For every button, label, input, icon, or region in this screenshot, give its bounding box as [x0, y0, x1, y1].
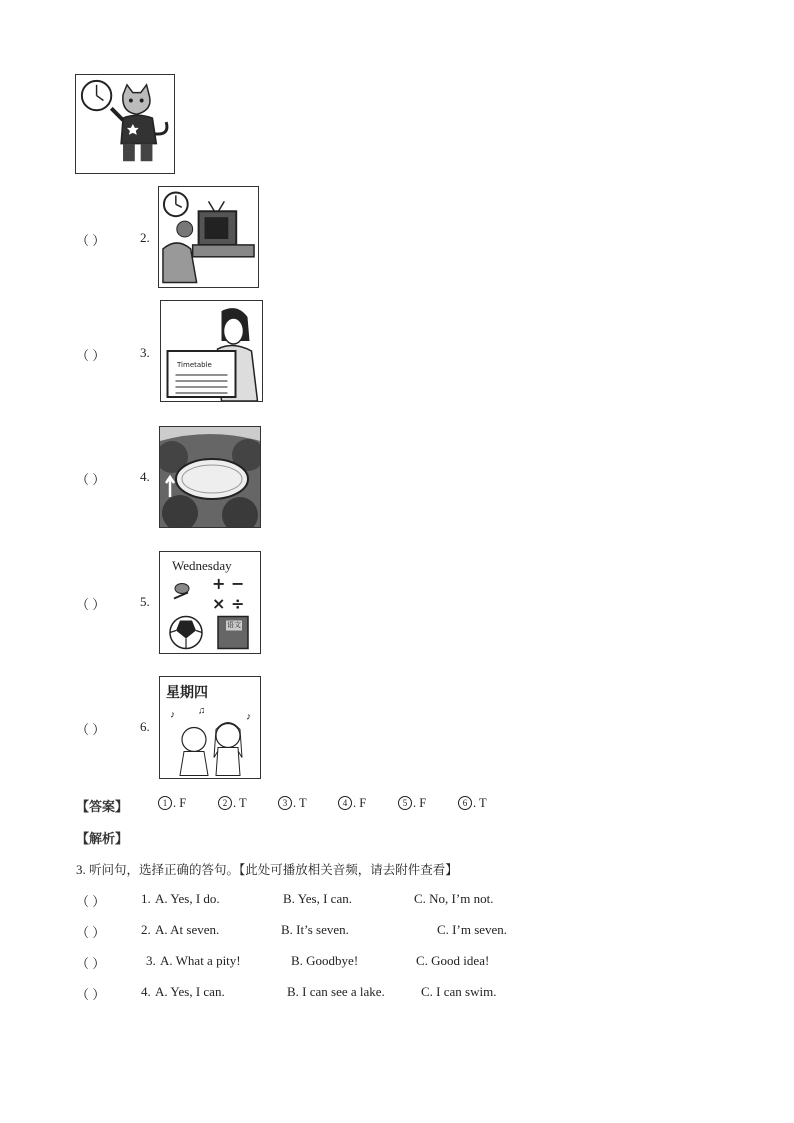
option-c[interactable]: C. I’m seven. — [437, 922, 508, 937]
answer-value: . F — [353, 796, 367, 810]
answer-item — [338, 796, 398, 811]
circle-number: 5 — [398, 796, 412, 810]
answer-item — [458, 796, 518, 811]
circle-number: 2 — [218, 796, 232, 810]
answer-bracket[interactable]: （ ） — [76, 348, 106, 363]
answer-list — [158, 796, 518, 811]
picture-lake — [159, 426, 261, 528]
answer-value: . F — [173, 796, 187, 810]
option-b[interactable]: B. It’s seven. — [281, 922, 349, 937]
answer-item — [398, 796, 458, 811]
answer-bracket[interactable]: （ ） — [76, 894, 106, 909]
answer-value: . F — [413, 796, 427, 810]
book-label: 语文 — [227, 621, 241, 629]
picture-thursday-singing — [159, 676, 261, 779]
option-c[interactable]: C. I can swim. — [421, 984, 497, 999]
answer-value: . T — [293, 796, 307, 810]
svg-text:♪: ♪ — [170, 709, 175, 721]
option-a[interactable]: A. Yes, I can. — [155, 984, 225, 999]
question-number: 2. — [140, 230, 150, 245]
answer-label: 【答案】 — [76, 800, 129, 815]
answer-bracket[interactable]: （ ） — [76, 472, 106, 487]
answer-bracket[interactable]: （ ） — [76, 597, 106, 612]
answer-value: . T — [473, 796, 487, 810]
timetable-label: Timetable — [177, 361, 212, 369]
option-b[interactable]: B. I can see a lake. — [287, 984, 385, 999]
picture-wednesday — [159, 551, 261, 654]
circle-number: 6 — [458, 796, 472, 810]
question-number: 2. — [141, 922, 151, 937]
wednesday-label: Wednesday — [172, 558, 232, 573]
answer-bracket[interactable]: （ ） — [76, 987, 106, 1002]
question-number: 6. — [140, 719, 150, 734]
circle-number: 1 — [158, 796, 172, 810]
section-number: 3. — [76, 862, 86, 877]
analysis-label: 【解析】 — [76, 832, 129, 847]
svg-text:♫: ♫ — [198, 705, 206, 717]
option-a[interactable]: A. Yes, I do. — [155, 891, 220, 906]
picture-cat-clock — [75, 74, 175, 174]
circle-number: 4 — [338, 796, 352, 810]
question-number: 4. — [141, 984, 151, 999]
picture-woman-timetable — [160, 300, 263, 402]
svg-text:♪: ♪ — [246, 711, 251, 723]
picture-watching-tv — [158, 186, 259, 288]
option-c[interactable]: C. No, I’m not. — [414, 891, 494, 906]
question-number: 5. — [140, 594, 150, 609]
section-instruction: 听问句，选择正确的答句。【此处可播放相关音频，请去附件查看】 — [89, 862, 458, 877]
question-number: 4. — [140, 469, 150, 484]
thursday-label: 星期四 — [166, 685, 208, 701]
option-a[interactable]: A. What a pity! — [160, 953, 241, 968]
option-a[interactable]: A. At seven. — [155, 922, 220, 937]
answer-item — [158, 796, 218, 811]
circle-number: 3 — [278, 796, 292, 810]
question-number: 3. — [146, 953, 156, 968]
answer-bracket[interactable]: （ ） — [76, 233, 106, 248]
answer-item — [218, 796, 278, 811]
answer-bracket[interactable]: （ ） — [76, 925, 106, 940]
option-c[interactable]: C. Good idea! — [416, 953, 490, 968]
answer-bracket[interactable]: （ ） — [76, 956, 106, 971]
question-number: 3. — [140, 345, 150, 360]
answer-bracket[interactable]: （ ） — [76, 722, 106, 737]
question-number: 1. — [141, 891, 151, 906]
answer-value: . T — [233, 796, 247, 810]
section3-heading — [76, 860, 458, 878]
option-b[interactable]: B. Yes, I can. — [283, 891, 352, 906]
math-symbols: + − × ÷ — [212, 574, 245, 613]
option-b[interactable]: B. Goodbye! — [291, 953, 359, 968]
answer-item — [278, 796, 338, 811]
